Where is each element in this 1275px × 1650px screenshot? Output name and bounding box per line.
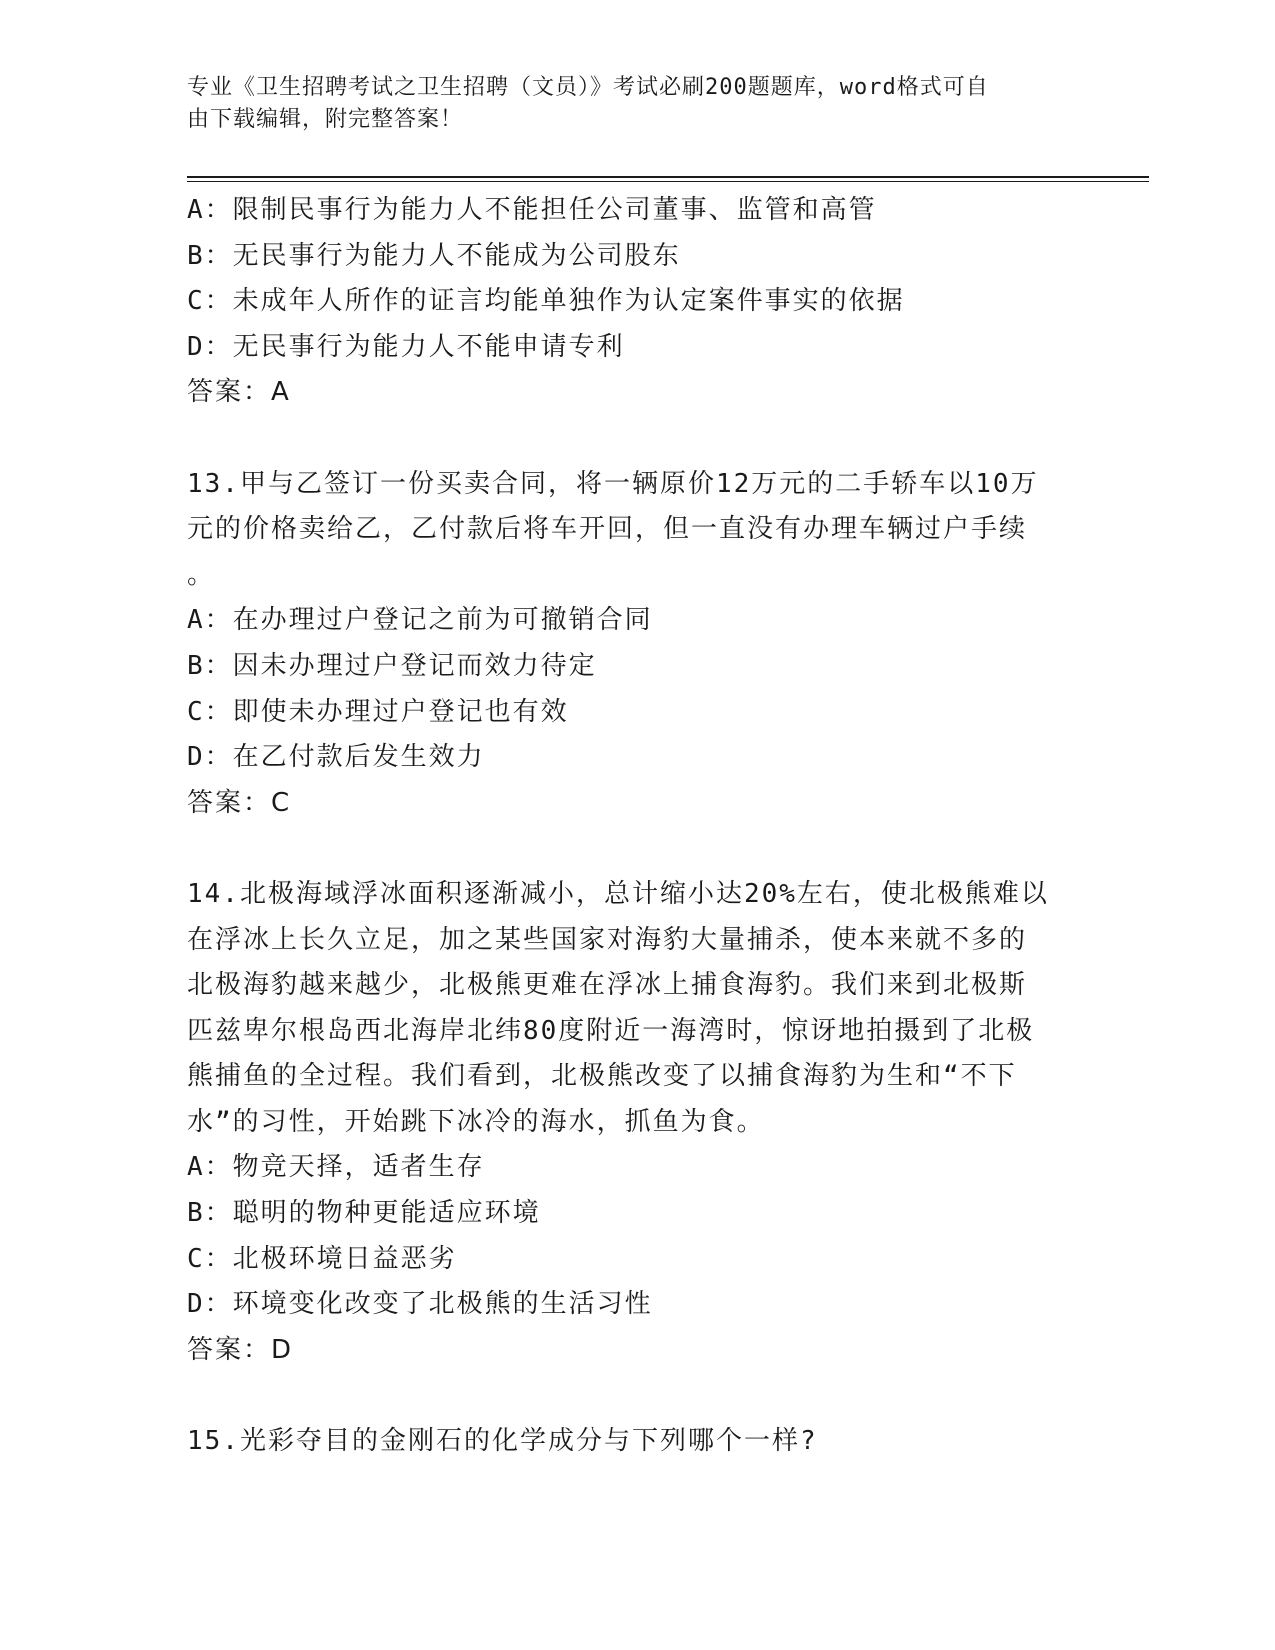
question-stem-line: 。 (187, 559, 216, 590)
option-b: B：无民事行为能力人不能成为公司股东 (187, 240, 681, 271)
question-list (187, 188, 1087, 1465)
option-b: B：因未办理过户登记而效力待定 (187, 650, 597, 681)
question-block (187, 462, 1087, 827)
question-stem-line: 北极海豹越来越少，北极熊更难在浮冰上捕食海豹。我们来到北极斯 (187, 970, 1028, 1001)
spacer (187, 826, 1087, 872)
spacer (187, 1373, 1087, 1419)
header-divider-thick (187, 176, 1149, 178)
option-d: D：在乙付款后发生效力 (187, 742, 485, 773)
document-header (187, 72, 1067, 136)
header-line: 由下载编辑，附完整答案！ (187, 107, 464, 132)
question-stem-line: 元的价格卖给乙，乙付款后将车开回，但一直没有办理车辆过户手续 (187, 514, 1028, 545)
answer-line: 答案：D (187, 1334, 294, 1365)
question-block (187, 188, 1087, 416)
question-stem-line: 15.光彩夺目的金刚石的化学成分与下列哪个一样? (187, 1426, 818, 1457)
option-c: C：即使未办理过户登记也有效 (187, 696, 569, 727)
option-d: D：无民事行为能力人不能申请专利 (187, 331, 625, 362)
question-stem-line: 匹兹卑尔根岛西北海岸北纬80度附近一海湾时，惊讶地拍摄到了北极 (187, 1015, 1035, 1046)
header-line: 专业《卫生招聘考试之卫生招聘（文员）》考试必刷200题题库，word格式可自 (187, 75, 989, 100)
answer-line: 答案：A (187, 377, 291, 408)
option-c: C：未成年人所作的证言均能单独作为认定案件事实的依据 (187, 286, 905, 317)
spacer (187, 416, 1087, 462)
question-stem-line: 在浮冰上长久立足，加之某些国家对海豹大量捕杀，使本来就不多的 (187, 924, 1028, 955)
option-a: A：在办理过户登记之前为可撤销合同 (187, 605, 653, 636)
answer-line: 答案：C (187, 787, 292, 818)
header-divider-thin (187, 181, 1149, 182)
option-d: D：环境变化改变了北极熊的生活习性 (187, 1289, 653, 1320)
question-block (187, 1419, 1087, 1465)
question-block (187, 872, 1087, 1374)
option-b: B：聪明的物种更能适应环境 (187, 1198, 541, 1229)
option-c: C：北极环境日益恶劣 (187, 1243, 457, 1274)
question-stem-line: 熊捕鱼的全过程。我们看到，北极熊改变了以捕食海豹为生和“不下 (187, 1061, 1017, 1092)
question-stem-line: 14.北极海域浮冰面积逐渐减小，总计缩小达20%左右，使北极熊难以 (187, 878, 1049, 909)
option-a: A：限制民事行为能力人不能担任公司董事、监管和高管 (187, 195, 877, 225)
question-stem-line: 13.甲与乙签订一份买卖合同，将一辆原价12万元的二手轿车以10万 (187, 468, 1039, 499)
question-stem-line: 水”的习性，开始跳下冰冷的海水，抓鱼为食。 (187, 1106, 765, 1137)
option-a: A：物竞天择，适者生存 (187, 1152, 485, 1183)
